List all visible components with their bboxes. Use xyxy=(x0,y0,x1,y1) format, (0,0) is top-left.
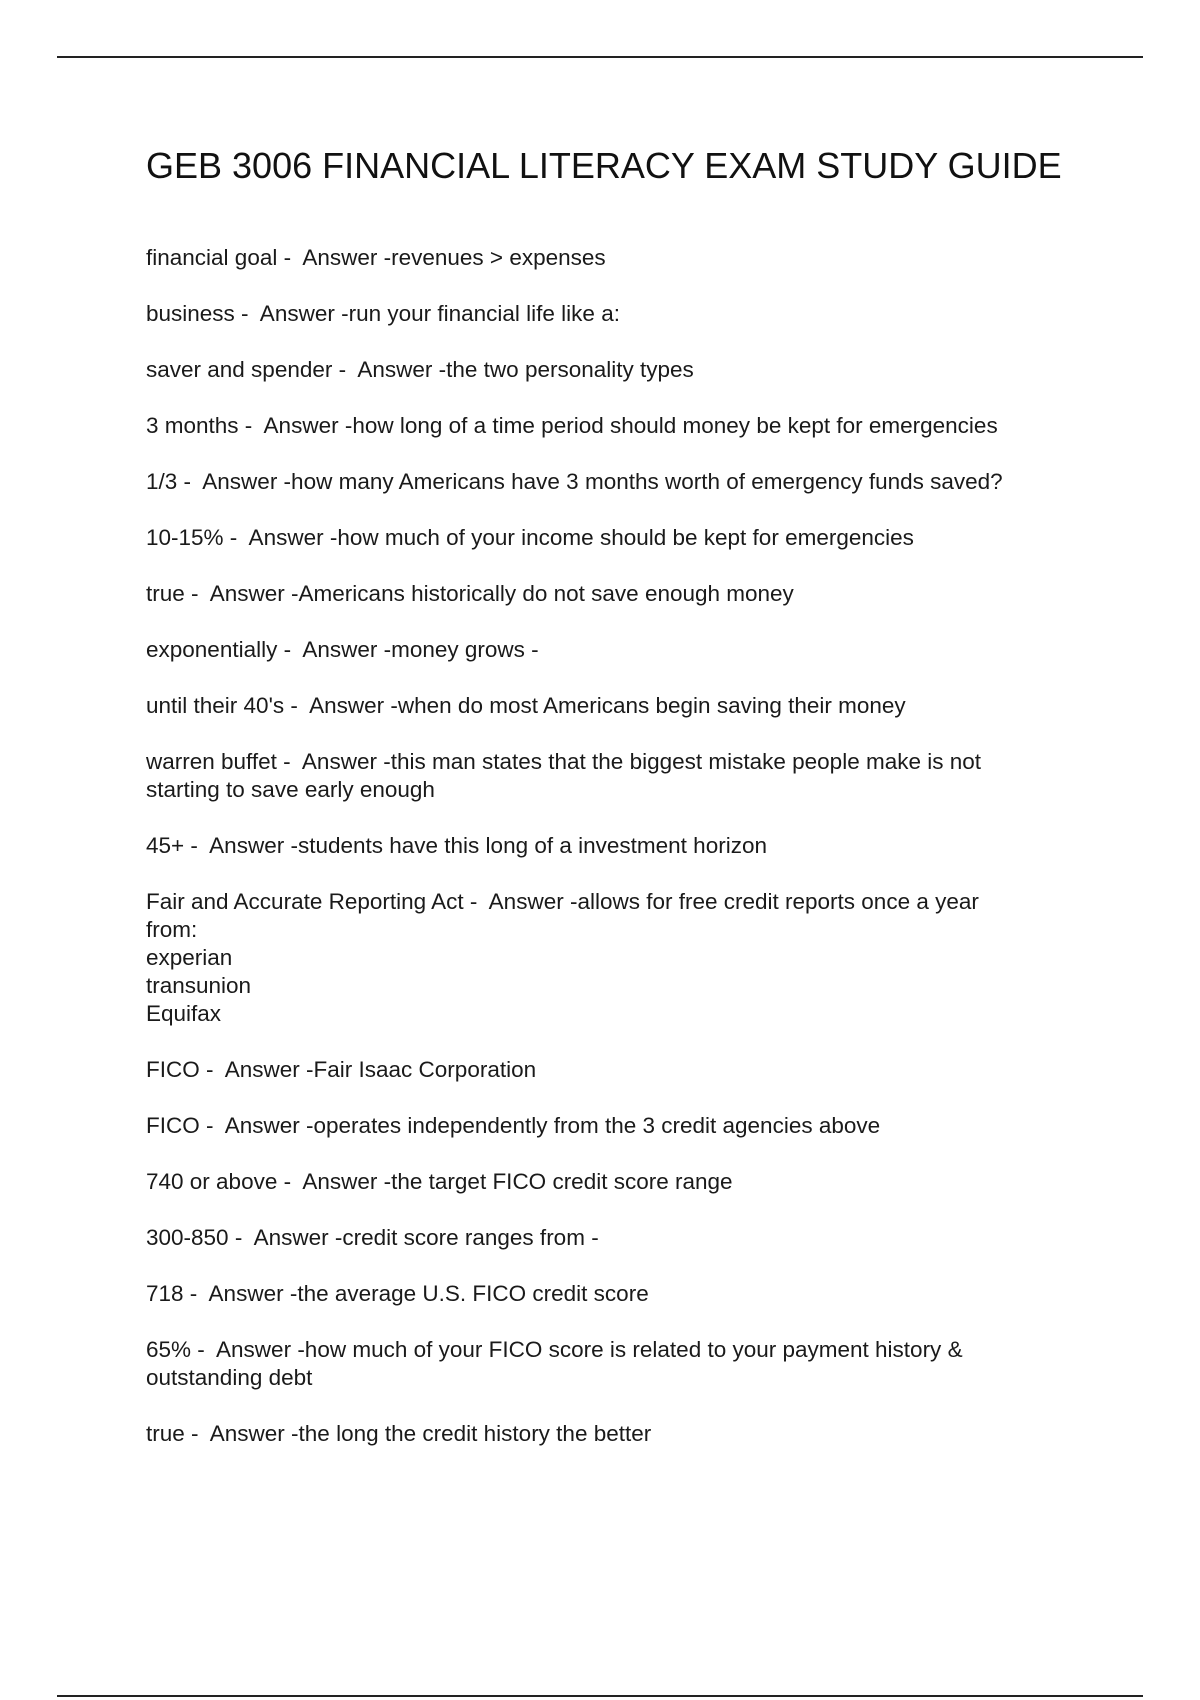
qa-item-true-credit-history: true - Answer -the long the credit history the better xyxy=(146,1421,652,1446)
top-divider xyxy=(57,56,1143,58)
qa-item-until-40s: until their 40's - Answer -when do most Americans begin saving their money xyxy=(146,693,906,718)
qa-item-true-savings: true - Answer -Americans historically do not save enough money xyxy=(146,581,794,606)
qa-item-business: business - Answer -run your financial life like a: xyxy=(146,301,620,326)
bottom-divider xyxy=(57,1695,1143,1697)
document-body xyxy=(146,140,1086,1476)
qa-item-300-850: 300-850 - Answer -credit score ranges from - xyxy=(146,1225,599,1250)
qa-item-45-plus: 45+ - Answer -students have this long of a investment horizon xyxy=(146,833,767,858)
qa-item-3-months: 3 months - Answer -how long of a time period should money be kept for emergencies xyxy=(146,413,998,438)
document-title: GEB 3006 FINANCIAL LITERACY EXAM STUDY GUIDE xyxy=(146,145,1062,186)
qa-item-740-above: 740 or above - Answer -the target FICO credit score range xyxy=(146,1169,733,1194)
qa-item-718: 718 - Answer -the average U.S. FICO credit score xyxy=(146,1281,649,1306)
qa-item-saver-spender: saver and spender - Answer -the two personality types xyxy=(146,357,694,382)
qa-item-fico-independent: FICO - Answer -operates independently from the 3 credit agencies above xyxy=(146,1113,881,1138)
qa-item-10-15-percent: 10-15% - Answer -how much of your income should be kept for emergencies xyxy=(146,525,914,550)
qa-item-fair-accurate-reporting-act: Fair and Accurate Reporting Act - Answer -allows for free credit reports once a year from: experian transunion Equifax xyxy=(146,889,979,1026)
qa-item-fico-name: FICO - Answer -Fair Isaac Corporation xyxy=(146,1057,537,1082)
qa-item-exponentially: exponentially - Answer -money grows - xyxy=(146,637,539,662)
qa-item-warren-buffet: warren buffet - Answer -this man states that the biggest mistake people make is not starting to save early enough xyxy=(146,749,982,802)
qa-item-one-third: 1/3 - Answer -how many Americans have 3 months worth of emergency funds saved? xyxy=(146,469,1003,494)
qa-item-65-percent: 65% - Answer -how much of your FICO score is related to your payment history & outstanding debt xyxy=(146,1337,963,1390)
qa-item-financial-goal: financial goal - Answer -revenues > expenses xyxy=(146,245,606,270)
qa-list xyxy=(146,244,1086,1448)
